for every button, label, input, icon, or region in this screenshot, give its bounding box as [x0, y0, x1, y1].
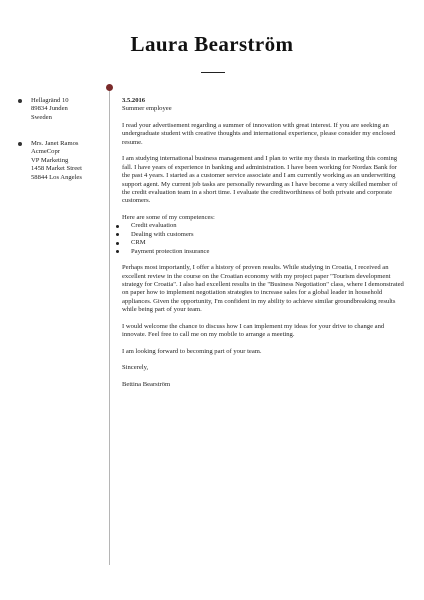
bullet-icon: [116, 225, 119, 228]
competences-list: [122, 222, 406, 256]
letter-intro-paragraph: I read your advertisement regarding a summer of innovation with great interest. If you are seeking an undergraduate student with creative thoughts and international experience, please consider my enclosed resume.: [122, 122, 396, 146]
recipient-line: 58844 Los Angeles: [31, 173, 82, 181]
applicant-name: Laura Bearström: [130, 32, 294, 56]
list-item: [122, 239, 406, 247]
competence-text: Payment protection insurance: [131, 247, 210, 255]
letter-closing-line: I am looking forward to becoming part of your team.: [122, 347, 262, 355]
letter-signature: Bettina Bearström: [122, 381, 171, 389]
recipient-line: Mrs. Janet Ramos: [31, 140, 79, 147]
sender-address-line: Hellagränd 10: [31, 97, 69, 104]
competence-text: CRM: [131, 239, 146, 247]
recipient-address: [18, 140, 104, 182]
competence-text: Dealing with customers: [131, 230, 194, 238]
recipient-bullet-icon: [18, 142, 22, 146]
sender-address: [18, 97, 104, 122]
sender-bullet-icon: [18, 99, 22, 103]
list-item: [122, 222, 406, 230]
letter-results-paragraph: Perhaps most importantly, I offer a history of proven results. While studying in Croatia, I received an excellent review in the course on the Croatian economy with my project paper "Tourism development strategy for Croatia". I also had excellent results in the "Business Negotiation" class, where I demonstrated on paper how to implement negotiation strategies to increase sales for a global leader in household appliances. Given the opportunity, I'm confident in my ability to achieve similar groundbreaking results while being part of your team.: [122, 264, 404, 314]
competences-intro: Here are some of my competences:: [122, 214, 215, 222]
sender-address-line: Sweden: [31, 113, 52, 121]
letter-background-paragraph: I am studying international business management and I plan to write my thesis in marketing this coming fall. I have years of experience in banking and administration. I have been working for Nordax Bank for the past 4 years. I started as a customer service associate and I am currently working as an underwriting support agent. My current job tasks are personally rewarding as I have become a very skilled member of the credit evaluation team in a short time. I evaluate the creditworthiness of both private and corporate customers.: [122, 155, 398, 205]
letter-body: [122, 97, 406, 389]
recipient-line: VP Marketing: [31, 156, 69, 164]
bullet-icon: [116, 233, 119, 236]
sender-address-line: 89834 Junden: [31, 105, 68, 113]
letter-subject: Summer employee: [122, 105, 172, 113]
competence-text: Credit evaluation: [131, 222, 177, 230]
name-divider: [201, 72, 225, 73]
timeline-line: [109, 87, 110, 565]
recipient-line: 1458 Market Street: [31, 165, 82, 173]
bullet-icon: [116, 250, 119, 253]
letter-discussion-paragraph: I would welcome the chance to discuss how I can implement my ideas for your drive to change and innovate. Feel free to call me on my mobile to arrange a meeting.: [122, 322, 385, 339]
bullet-icon: [116, 242, 119, 245]
letter-date: 3.5.2016: [122, 97, 146, 104]
list-item: [122, 231, 406, 239]
recipient-line: AcmeCopr: [31, 148, 60, 156]
letter-sign-off: Sincerely,: [122, 364, 149, 372]
list-item: [122, 248, 406, 256]
timeline-dot: [106, 84, 113, 91]
